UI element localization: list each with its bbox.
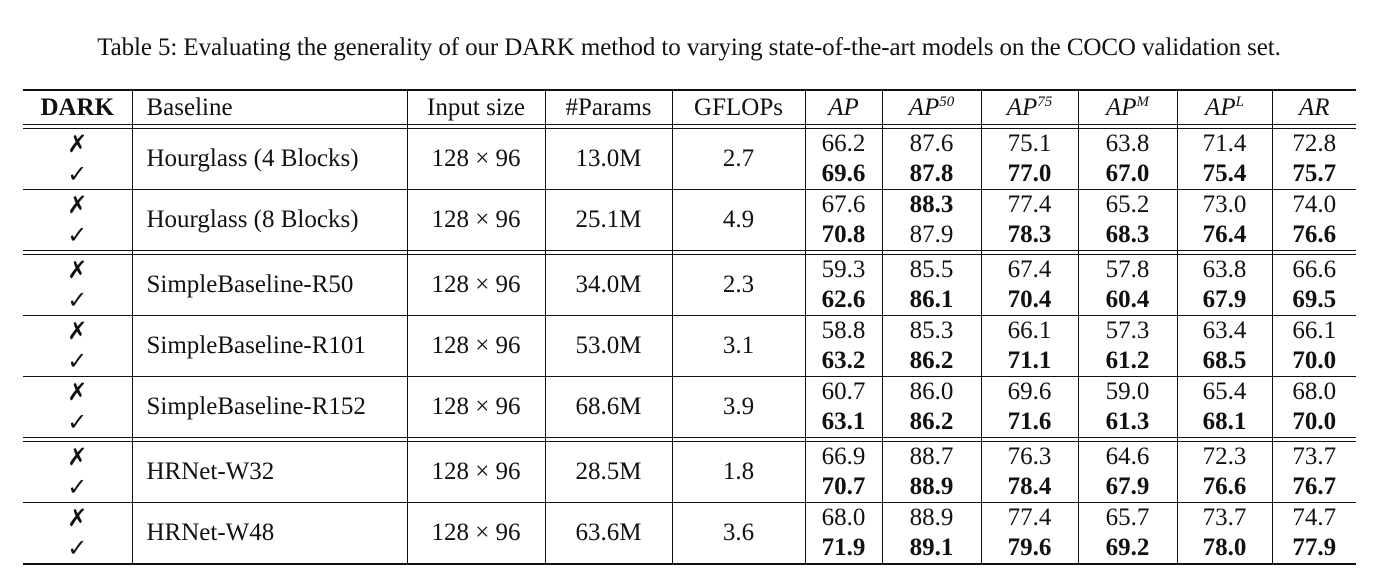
- params-cell: 63.6M: [545, 503, 672, 565]
- metric-ap50-cell: 88.9: [882, 472, 981, 503]
- cross-mark-icon: ✗: [23, 190, 132, 221]
- header-gflops: GFLOPs: [672, 90, 805, 125]
- metric-ap75-cell: 69.6: [981, 377, 1078, 408]
- metric-ap50-cell: 86.0: [882, 377, 981, 408]
- metric-ap75-cell: 77.4: [981, 503, 1078, 534]
- params-cell: 53.0M: [545, 316, 672, 377]
- metric-apm-cell: 57.8: [1078, 255, 1177, 286]
- metric-apl-cell: 76.6: [1177, 472, 1272, 503]
- baseline-cell: SimpleBaseline-R152: [132, 377, 407, 438]
- input-size-cell: 128 × 96: [407, 442, 545, 503]
- metric-ap75-cell: 67.4: [981, 255, 1078, 286]
- metric-apm-cell: 69.2: [1078, 533, 1177, 564]
- baseline-cell: Hourglass (4 Blocks): [132, 129, 407, 190]
- gflops-cell: 3.9: [672, 377, 805, 438]
- results-table: [23, 89, 1356, 565]
- input-size-cell: 128 × 96: [407, 190, 545, 251]
- metric-ar-cell: 66.6: [1292, 256, 1337, 283]
- metric-apm-cell: 65.2: [1078, 190, 1177, 221]
- metric-ap75-cell: 77.0: [981, 159, 1078, 190]
- metric-ap-cell: 58.8: [805, 316, 882, 347]
- table-body: [23, 125, 1356, 565]
- check-mark-icon: ✓: [23, 346, 132, 377]
- header-row: [23, 90, 1356, 125]
- gflops-cell: 1.8: [672, 442, 805, 503]
- table-row: [23, 377, 1356, 408]
- metric-apm-cell: 67.9: [1078, 472, 1177, 503]
- params-cell: 68.6M: [545, 377, 672, 438]
- check-mark-icon: ✓: [23, 407, 132, 438]
- metric-apm-cell: 64.6: [1078, 442, 1177, 473]
- metric-apm-cell: 57.3: [1078, 316, 1177, 347]
- metric-ap50-cell: 86.2: [882, 346, 981, 377]
- metric-ap50-cell: 87.9: [882, 220, 981, 251]
- table-row: [23, 190, 1356, 221]
- metric-apl-cell: 73.0: [1177, 190, 1272, 221]
- metric-ar-cell: 70.0: [1272, 407, 1356, 438]
- gflops-cell: 3.6: [672, 503, 805, 565]
- cross-mark-icon: ✗: [23, 129, 132, 160]
- header-ap75: AP$^{75}$: [981, 90, 1078, 125]
- gflops-cell: 4.9: [672, 190, 805, 251]
- header-ap: AP: [805, 90, 882, 125]
- metric-ar-cell: 72.8: [1292, 130, 1337, 157]
- header-apl: $AP^L$: [1177, 90, 1272, 125]
- metric-ap75-cell: 71.6: [981, 407, 1078, 438]
- metric-apl-cell: 63.8: [1177, 255, 1272, 286]
- metric-apm-cell: 60.4: [1078, 285, 1177, 316]
- metric-ap50-cell: 86.2: [882, 407, 981, 438]
- metric-ap50-cell: 87.6: [882, 129, 981, 160]
- metric-apm-cell: 68.3: [1078, 220, 1177, 251]
- metric-ap-cell: 66.9: [805, 442, 882, 473]
- gflops-cell: 2.3: [672, 255, 805, 316]
- check-mark-icon: ✓: [23, 159, 132, 190]
- baseline-cell: HRNet-W48: [132, 503, 407, 565]
- metric-apm-cell: 59.0: [1078, 377, 1177, 408]
- metric-ap-cell: 59.3: [805, 255, 882, 286]
- metric-ap75-cell: 66.1: [981, 316, 1078, 347]
- metric-ap75-cell: 79.6: [981, 533, 1078, 564]
- params-cell: 34.0M: [545, 255, 672, 316]
- metric-ar-cell: 69.5: [1272, 285, 1356, 316]
- metric-ap50-cell: 88.3: [882, 190, 981, 221]
- metric-ar-cell: 66.1: [1292, 317, 1337, 344]
- input-size-cell: 128 × 96: [407, 503, 545, 565]
- header-ap50: AP$^{50}$: [882, 90, 981, 125]
- metric-apl-cell: 73.7: [1177, 503, 1272, 534]
- metric-apm-cell: 61.2: [1078, 346, 1177, 377]
- input-size-cell: 128 × 96: [407, 316, 545, 377]
- metric-ap-cell: 71.9: [805, 533, 882, 564]
- header-ar: AR: [1272, 90, 1356, 125]
- metric-apl-cell: 71.4: [1177, 129, 1272, 160]
- input-size-cell: 128 × 96: [407, 255, 545, 316]
- metric-ap75-cell: 71.1: [981, 346, 1078, 377]
- metric-ap-cell: 62.6: [805, 285, 882, 316]
- baseline-cell: Hourglass (8 Blocks): [132, 190, 407, 251]
- metric-ar-cell: 73.7: [1292, 443, 1337, 470]
- params-cell: 25.1M: [545, 190, 672, 251]
- metric-apm-cell: 65.7: [1078, 503, 1177, 534]
- metric-ar-cell: 70.0: [1272, 346, 1356, 377]
- metric-ap75-cell: 76.3: [981, 442, 1078, 473]
- metric-ar-cell: 76.7: [1272, 472, 1356, 503]
- metric-ap-cell: 70.8: [805, 220, 882, 251]
- gflops-cell: 2.7: [672, 129, 805, 190]
- params-cell: 13.0M: [545, 129, 672, 190]
- metric-apl-cell: 67.9: [1177, 285, 1272, 316]
- metric-ar-cell: 74.7: [1292, 504, 1337, 531]
- metric-ap75-cell: 78.4: [981, 472, 1078, 503]
- metric-ap50-cell: 85.3: [882, 316, 981, 347]
- metric-ap-cell: 67.6: [805, 190, 882, 221]
- metric-apl-cell: 75.4: [1177, 159, 1272, 190]
- gflops-cell: 3.1: [672, 316, 805, 377]
- metric-apm-cell: 63.8: [1078, 129, 1177, 160]
- metric-ap-cell: 66.2: [805, 129, 882, 160]
- metric-ap-cell: 63.2: [805, 346, 882, 377]
- input-size-cell: 128 × 96: [407, 129, 545, 190]
- check-mark-icon: ✓: [23, 533, 132, 564]
- baseline-cell: SimpleBaseline-R50: [132, 255, 407, 316]
- metric-ap75-cell: 70.4: [981, 285, 1078, 316]
- params-cell: 28.5M: [545, 442, 672, 503]
- metric-ar-cell: 74.0: [1292, 191, 1337, 218]
- metric-apl-cell: 68.5: [1177, 346, 1272, 377]
- header-dark: DARK: [23, 90, 132, 125]
- metric-apm-cell: 61.3: [1078, 407, 1177, 438]
- metric-ar-cell: 77.9: [1272, 533, 1356, 564]
- cross-mark-icon: ✗: [23, 377, 132, 408]
- check-mark-icon: ✓: [23, 285, 132, 316]
- table-row: [23, 503, 1356, 534]
- table-row: [23, 129, 1356, 160]
- header-input-size: Input size: [407, 90, 545, 125]
- table-row: [23, 442, 1356, 473]
- metric-apl-cell: 65.4: [1177, 377, 1272, 408]
- metric-ap50-cell: 88.7: [882, 442, 981, 473]
- metric-ap-cell: 63.1: [805, 407, 882, 438]
- metric-apl-cell: 76.4: [1177, 220, 1272, 251]
- metric-ap-cell: 69.6: [805, 159, 882, 190]
- header-baseline: Baseline: [132, 90, 407, 125]
- metric-ap-cell: 70.7: [805, 472, 882, 503]
- cross-mark-icon: ✗: [23, 503, 132, 534]
- check-mark-icon: ✓: [23, 220, 132, 251]
- metric-ap50-cell: 88.9: [882, 503, 981, 534]
- metric-ap-cell: 68.0: [805, 503, 882, 534]
- metric-ar-cell: 68.0: [1292, 378, 1337, 405]
- metric-apl-cell: 63.4: [1177, 316, 1272, 347]
- metric-apm-cell: 67.0: [1078, 159, 1177, 190]
- metric-ap-cell: 60.7: [805, 377, 882, 408]
- table-caption: Table 5: Evaluating the generality of our DARK method to varying state-of-the-art models on the COCO validation set.: [97, 34, 1281, 61]
- metric-ap50-cell: 85.5: [882, 255, 981, 286]
- table-row: [23, 255, 1356, 286]
- header-params: #Params: [545, 90, 672, 125]
- metric-apl-cell: 78.0: [1177, 533, 1272, 564]
- input-size-cell: 128 × 96: [407, 377, 545, 438]
- metric-apl-cell: 72.3: [1177, 442, 1272, 473]
- header-apm: $AP^M$: [1078, 90, 1177, 125]
- metric-ap75-cell: 77.4: [981, 190, 1078, 221]
- table-row: [23, 316, 1356, 347]
- baseline-cell: SimpleBaseline-R101: [132, 316, 407, 377]
- metric-ar-cell: 75.7: [1272, 159, 1356, 190]
- metric-apl-cell: 68.1: [1177, 407, 1272, 438]
- cross-mark-icon: ✗: [23, 316, 132, 347]
- metric-ap50-cell: 87.8: [882, 159, 981, 190]
- cross-mark-icon: ✗: [23, 255, 132, 286]
- check-mark-icon: ✓: [23, 472, 132, 503]
- metric-ap50-cell: 89.1: [882, 533, 981, 564]
- metric-ap50-cell: 86.1: [882, 285, 981, 316]
- metric-ap75-cell: 78.3: [981, 220, 1078, 251]
- metric-ap75-cell: 75.1: [981, 129, 1078, 160]
- metric-ar-cell: 76.6: [1272, 220, 1356, 251]
- baseline-cell: HRNet-W32: [132, 442, 407, 503]
- cross-mark-icon: ✗: [23, 442, 132, 473]
